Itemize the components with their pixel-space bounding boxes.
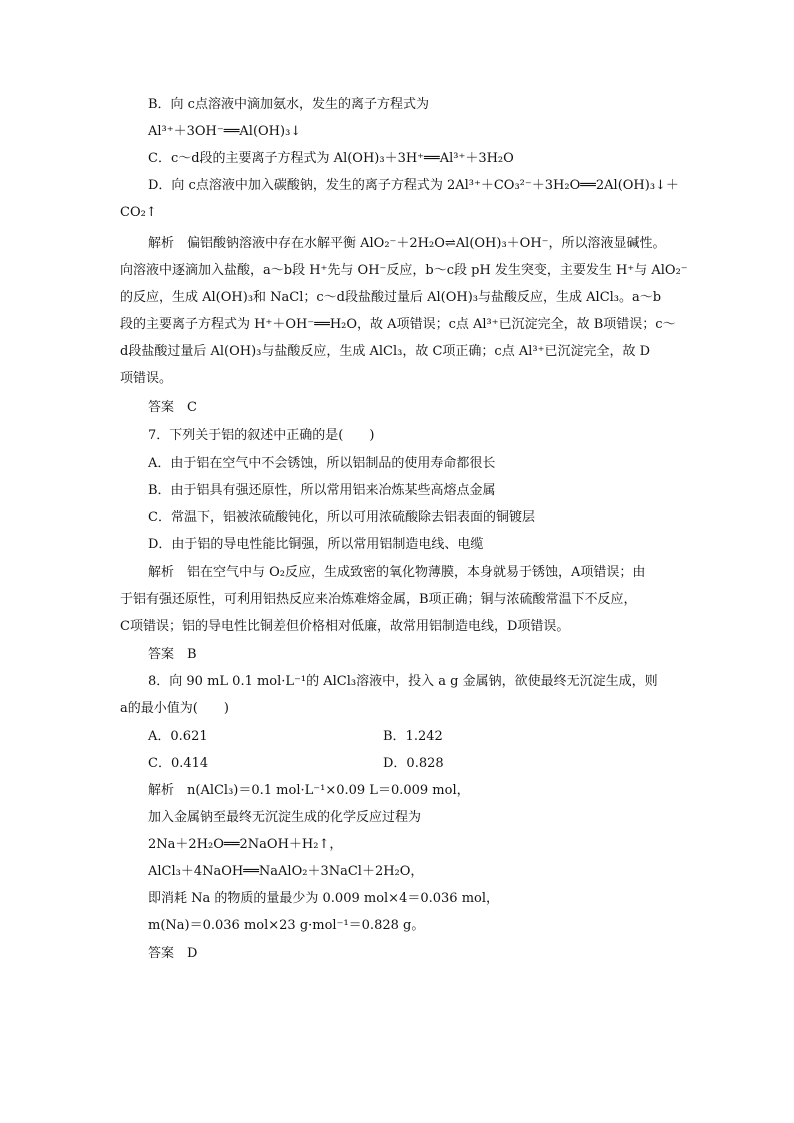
option-c-line: C．c～d段的主要离子方程式为 Al(OH)₃＋3H⁺══Al³⁺＋3H₂O [148,151,514,166]
answer-line: 答案 D [148,946,198,961]
question-7: 7．下列关于铝的叙述中正确的是( ) [148,428,375,443]
question-8-continuation: a的最小值为( ) [120,701,229,716]
analysis-text: 解析 n(AlCl₃)＝0.1 mol·L⁻¹×0.09 L＝0.009 mol， [148,783,470,798]
question-7-option-c: C．常温下，铝被浓硫酸钝化，所以可用浓硫酸除去铝表面的铜镀层 [148,510,535,525]
analysis-text: 于铝有强还原性，可利用铝热反应来冶炼难熔金属，B项正确；铜与浓硫酸常温下不反应， [120,592,637,607]
question-8-option-d: D．0.828 [383,756,444,771]
reaction-equation: 2Na＋2H₂O══2NaOH＋H₂↑， [148,837,343,852]
analysis-text: 解析 偏铝酸钠溶液中存在水解平衡 AlO₂⁻＋2H₂O⇌Al(OH)₃＋OH⁻，所以溶液显碱性。 [148,236,666,251]
equation-line: Al³⁺＋3OH⁻══Al(OH)₃↓ [148,124,302,139]
analysis-text: 的反应，生成 Al(OH)₃和 NaCl；c～d段盐酸过量后 Al(OH)₃与盐酸反应，生成 AlCl₃。a～b [120,290,662,305]
question-8-option-c: C．0.414 [148,756,209,771]
analysis-text: m(Na)＝0.036 mol×23 g·mol⁻¹＝0.828 g。 [148,918,425,933]
question-8-option-a: A．0.621 [148,729,208,744]
analysis-text: 向溶液中逐滴加入盐酸，a～b段 H⁺先与 OH⁻反应，b～c段 pH 发生突变，主要发生 H⁺与 AlO₂⁻ [120,263,688,278]
option-d-line: D．向 c点溶液中加入碳酸钠，发生的离子方程式为 2Al³⁺＋CO₃²⁻＋3H₂O══2Al(OH)₃↓＋ [148,178,679,193]
analysis-text: 解析 铝在空气中与 O₂反应，生成致密的氧化物薄膜，本身就易于锈蚀，A项错误；由 [148,565,646,580]
question-8: 8．向 90 mL 0.1 mol·L⁻¹的 AlCl₃溶液中，投入 a g 金属钠，欲使最终无沉淀生成，则 [148,674,658,689]
analysis-text: 项错误。 [120,371,173,386]
analysis-text: 段的主要离子方程式为 H⁺＋OH⁻══H₂O，故 A项错误；c点 Al³⁺已沉淀完全，故 B项错误；c～ [120,317,676,332]
analysis-text: 即消耗 Na 的物质的量最少为 0.009 mol×4＝0.036 mol， [148,891,500,906]
analysis-text: d段盐酸过量后 Al(OH)₃与盐酸反应，生成 AlCl₃，故 C项正确；c点 Al³⁺已沉淀完全，故 D [120,344,651,359]
question-7-option-b: B．由于铝具有强还原性，所以常用铝来冶炼某些高熔点金属 [148,483,496,498]
reaction-equation: AlCl₃＋4NaOH══NaAlO₂＋3NaCl＋2H₂O， [148,864,424,879]
analysis-text: 加入金属钠至最终无沉淀生成的化学反应过程为 [148,810,422,825]
option-d-continuation: CO₂↑ [120,205,157,220]
answer-line: 答案 B [148,647,197,662]
question-7-option-d: D．由于铝的导电性能比铜强，所以常用铝制造电线、电缆 [148,537,484,552]
analysis-text: C项错误；铝的导电性比铜差但价格相对低廉，故常用铝制造电线，D项错误。 [120,619,570,634]
answer-line: 答案 C [148,400,197,415]
option-b-line: B．向 c点溶液中滴加氨水，发生的离子方程式为 [148,97,429,112]
question-8-option-b: B．1.242 [383,729,443,744]
question-7-option-a: A．由于铝在空气中不会锈蚀，所以铝制品的使用寿命都很长 [148,456,496,471]
